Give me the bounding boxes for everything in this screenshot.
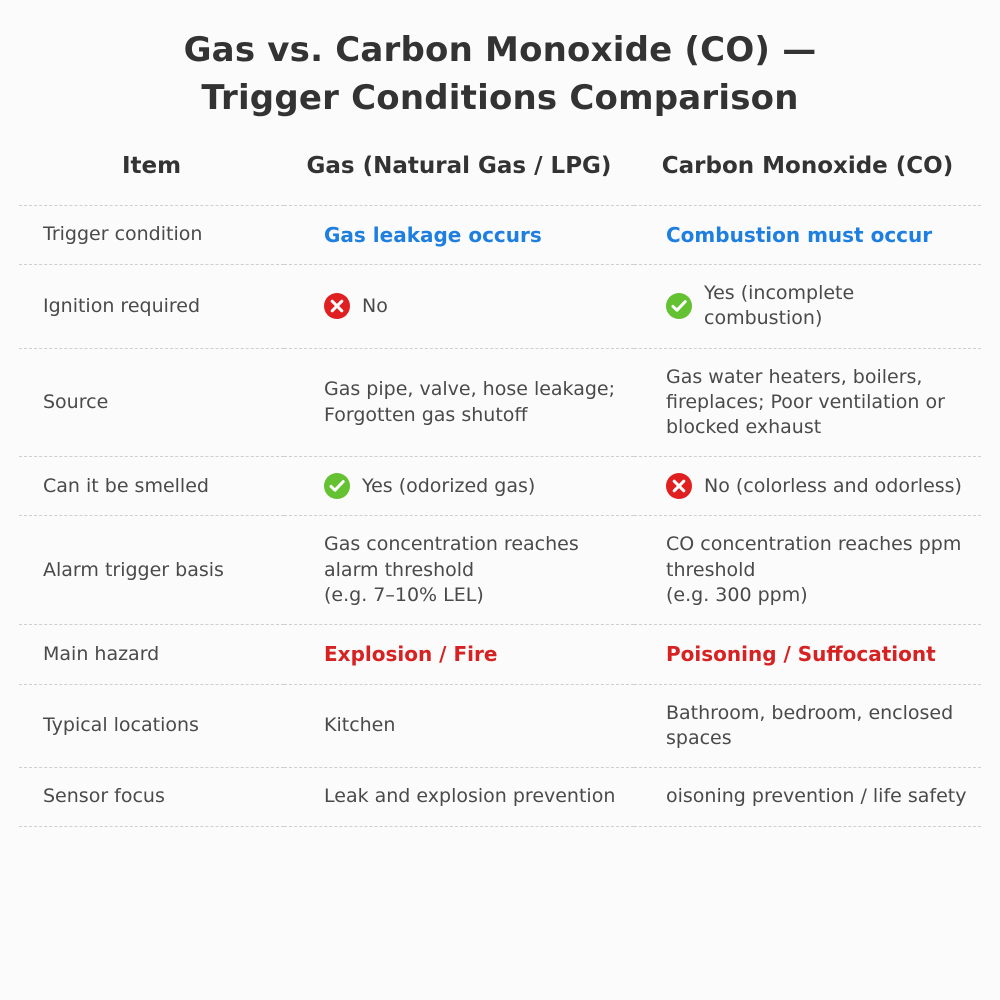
row-item-label: Source: [19, 348, 284, 457]
gas-cell-3-text: Yes (odorized gas): [362, 474, 536, 497]
row-item-label: Ignition required: [19, 265, 284, 349]
gas-cell-1-content: [324, 293, 628, 319]
row-gas-cell: [284, 684, 634, 768]
column-header-item: Item: [121, 152, 182, 179]
co-cell-6-text: Bathroom, bedroom, enclosed spaces: [666, 701, 954, 750]
table-body: [19, 205, 981, 826]
page-title-line-1: Gas vs. Carbon Monoxide (CO) —: [183, 30, 817, 70]
row-item-label: Typical locations: [19, 684, 284, 768]
row-item-label: Sensor focus: [19, 768, 284, 826]
co-cell-3-text: No (colorless and odorless): [704, 474, 962, 497]
row-co-cell: [634, 348, 981, 457]
row-co-cell: [634, 265, 981, 349]
co-cell-0-text: Combustion must occur: [666, 222, 933, 247]
check-icon: [666, 293, 692, 319]
row-item-label: Can it be smelled: [19, 457, 284, 516]
row-co-cell: [634, 516, 981, 625]
row-gas-cell: [284, 625, 634, 685]
table-row: [19, 457, 981, 516]
gas-cell-6-text: Kitchen: [324, 714, 396, 737]
column-header-gas: Gas (Natural Gas / LPG): [306, 152, 612, 179]
co-cell-5-text: Poisoning / Suffocationt: [666, 642, 936, 667]
column-header-co: Carbon Monoxide (CO): [661, 152, 954, 179]
table-row: [19, 768, 981, 826]
row-gas-cell: [284, 516, 634, 625]
co-cell-4-text: CO concentration reaches ppm threshold (e.g. 300 ppm): [666, 533, 962, 606]
row-gas-cell: [284, 205, 634, 265]
gas-cell-7-text: Leak and explosion prevention: [324, 785, 616, 808]
row-gas-cell: [284, 348, 634, 457]
page-title-line-2: Trigger Conditions Comparison: [201, 78, 799, 119]
table-header: [19, 149, 981, 206]
gas-cell-2-text: Gas pipe, valve, hose leakage; Forgotten gas shutoff: [324, 378, 616, 426]
row-item-label: Main hazard: [19, 625, 284, 685]
cross-icon: [666, 473, 692, 499]
table-row: [19, 625, 981, 685]
co-cell-2-text: Gas water heaters, boilers, fireplaces; Poor ventilation or blocked exhaust: [666, 365, 945, 439]
co-cell-3-content: [666, 473, 975, 499]
comparison-table: [19, 149, 981, 827]
co-cell-1-text: Yes (incomplete combustion): [704, 282, 855, 330]
row-co-cell: [634, 457, 981, 516]
table-row: [19, 205, 981, 265]
cross-icon: [324, 293, 350, 319]
row-co-cell: [634, 205, 981, 265]
co-cell-1-content: [666, 281, 975, 332]
row-gas-cell: [284, 457, 634, 516]
gas-cell-4-text: Gas concentration reaches alarm threshold (e.g. 7–10% LEL): [324, 533, 579, 606]
gas-cell-1-text: No: [362, 294, 388, 317]
gas-cell-0-text: Gas leakage occurs: [324, 222, 542, 247]
co-cell-7-text: oisoning prevention / life safety: [666, 785, 967, 808]
page-title: [120, 26, 880, 123]
row-co-cell: [634, 768, 981, 826]
row-gas-cell: [284, 768, 634, 826]
row-item-label: Trigger condition: [19, 205, 284, 265]
table-row: [19, 265, 981, 349]
row-gas-cell: [284, 265, 634, 349]
row-co-cell: [634, 684, 981, 768]
gas-cell-5-text: Explosion / Fire: [324, 642, 498, 667]
gas-cell-3-content: [324, 473, 628, 499]
header-row: [19, 149, 981, 206]
row-co-cell: [634, 625, 981, 685]
table-row: [19, 516, 981, 625]
check-icon: [324, 473, 350, 499]
row-item-label: Alarm trigger basis: [19, 516, 284, 625]
table-row: [19, 348, 981, 457]
table-row: [19, 684, 981, 768]
